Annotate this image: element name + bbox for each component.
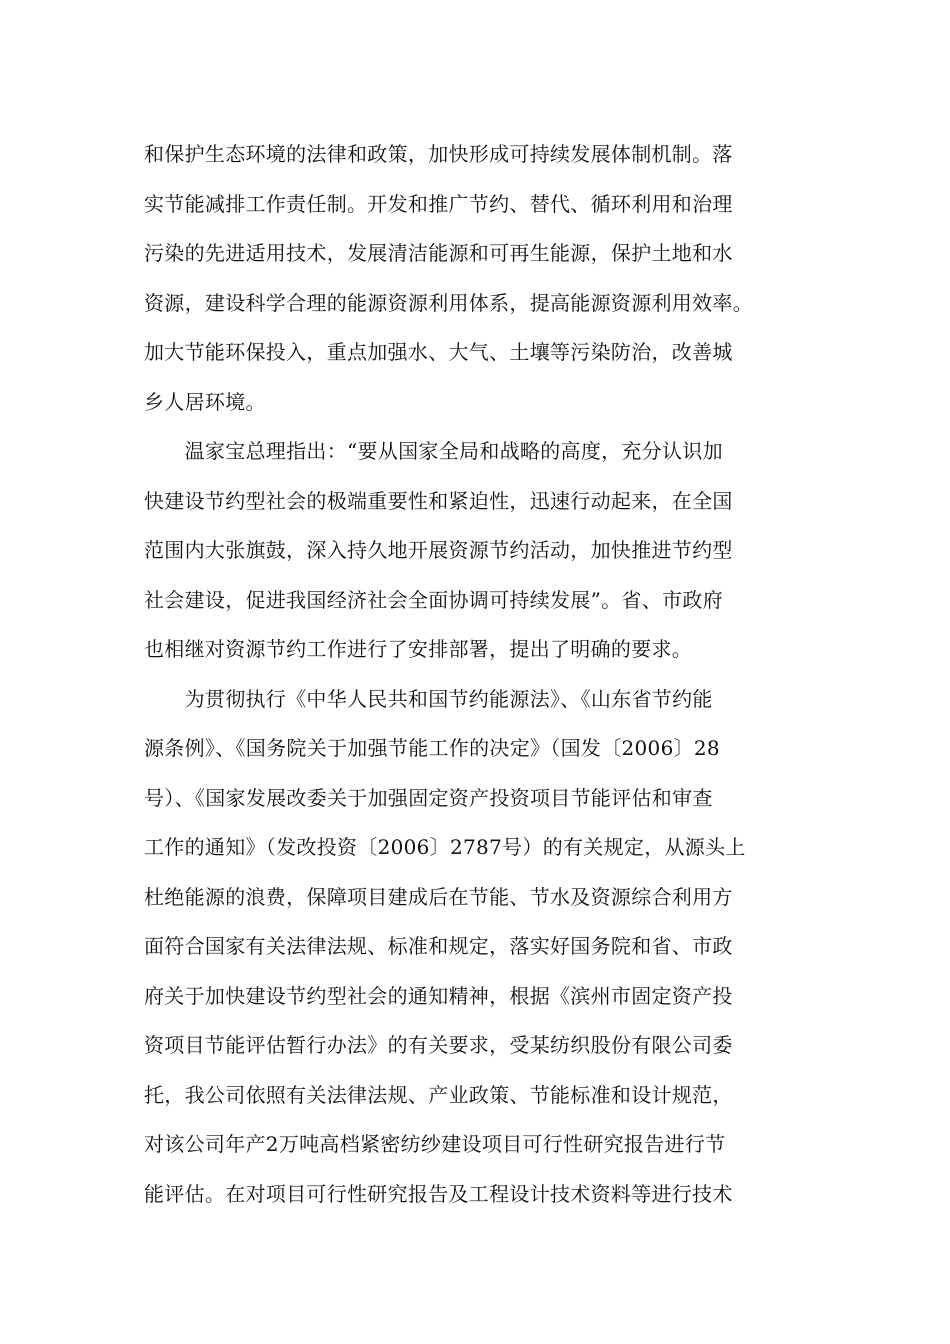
text-line: 对该公司年产2万吨高档紧密纺纱建设项目可行性研究报告进行节 [144,1132,726,1156]
body-text [144,130,824,1219]
text-line: 社会建设，促进我国经济社会全面协调可持续发展”。省、市政府 [144,587,723,612]
text-line: 工作的通知》（发改投资〔2006〕2787号）的有关规定，从源头上 [144,835,746,859]
text-line: 为贯彻执行《中华人民共和国节约能源法》、《山东省节约能 [144,686,713,711]
text-line: 和保护生态环境的法律和政策，加快形成可持续发展体制机制。落 [144,142,733,166]
text-line: 面符合国家有关法律法规、标准和规定，落实好国务院和省、市政 [144,934,733,958]
text-line: 乡人居环境。 [144,389,266,414]
text-line: 杜绝能源的浪费，保障项目建成后在节能、节水及资源综合利用方 [144,884,733,909]
text-line: 快建设节约型社会的极端重要性和紧迫性，迅速行动起来，在全国 [144,488,733,513]
text-line: 加大节能环保投入，重点加强水、大气、土壤等污染防治，改善城 [144,340,733,364]
text-line: 托，我公司依照有关法律法规、产业政策、节能标准和设计规范， [144,1082,733,1107]
text-line: 污染的先进适用技术，发展清洁能源和可再生能源，保护土地和水 [144,241,733,265]
text-line: 资源，建设科学合理的能源资源利用体系，提高能源资源利用效率。 [144,290,753,315]
text-line: 资项目节能评估暂行办法》的有关要求，受某纺织股份有限公司委 [144,1033,733,1057]
text-line: 源条例》、《国务院关于加强节能工作的决定》（国发〔2006〕28 [144,736,720,760]
text-line: 实节能减排工作责任制。开发和推广节约、替代、循环利用和治理 [144,191,733,216]
text-line: 能评估。在对项目可行性研究报告及工程设计技术资料等进行技术 [144,1181,733,1206]
text-line: 温家宝总理指出：“要从国家全局和战略的高度，充分认识加 [144,439,723,463]
text-line: 也相继对资源节约工作进行了安排部署，提出了明确的要求。 [144,637,693,661]
text-line: 范围内大张旗鼓，深入持久地开展资源节约活动，加快推进节约型 [144,538,733,562]
text-line: 号）、《国家发展改委关于加强固定资产投资项目节能评估和审查 [144,785,713,810]
text-line: 府关于加快建设节约型社会的通知精神，根据《滨州市固定资产投 [144,983,733,1008]
